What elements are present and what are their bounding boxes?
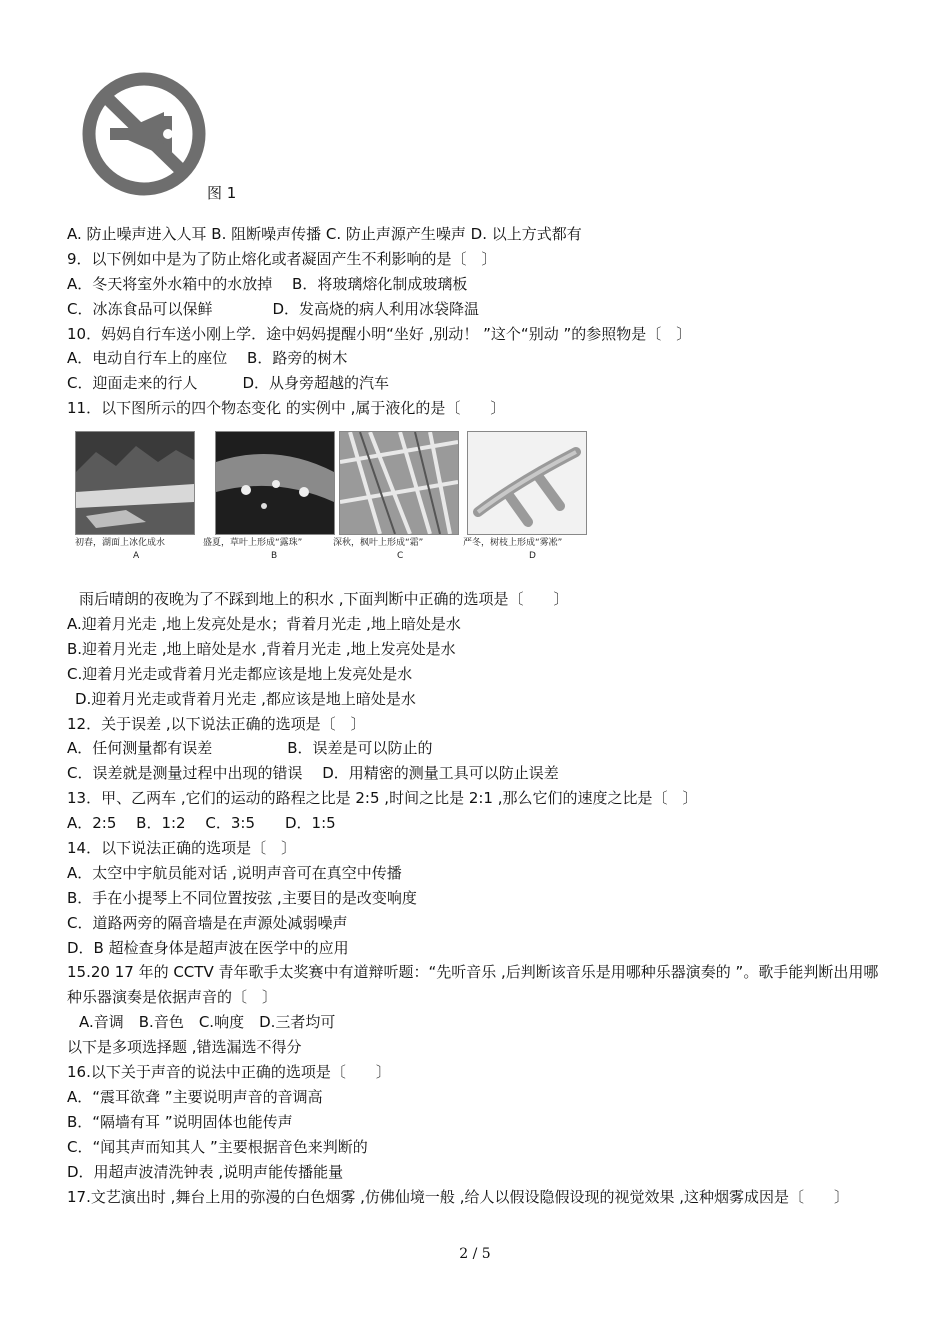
no-horn-sign-icon <box>80 72 208 196</box>
photo-label: 严冬，树枝上形成“雾凇” <box>463 538 563 549</box>
frost-leaf-photo <box>339 431 459 535</box>
question-12: 12．关于误差 ,以下说法正确的选项是〔 〕 <box>67 714 366 733</box>
question-moonlight: 雨后晴朗的夜晚为了不踩到地上的积水 ,下面判断中正确的选项是〔 〕 <box>79 590 569 609</box>
question-15: 15.20 17 年的 CCTV 青年歌手太奖赛中有道辩听题：“先听音乐 ,后判断该音乐是用哪种乐器演奏的 ”。歌手能判断出用哪种乐器演奏是依据声音的〔 〕 <box>67 963 879 1007</box>
text-line: A．任何测量都有误差 B．误差是可以防止的 <box>67 739 433 758</box>
text-line: C.迎着月光走或背着月光走都应该是地上发亮处是水 <box>67 664 413 683</box>
text-line: A．2:5 B．1:2 C．3:5 D．1:5 <box>67 814 336 833</box>
text-line: C．道路两旁的隔音墙是在声源处减弱噪声 <box>67 913 348 932</box>
text-line: A. 防止噪声进入人耳 B. 阻断噪声传播 C. 防止声源产生噪声 D. 以上方式都有 <box>67 225 582 243</box>
text-line: D．B 超检查身体是超声波在医学中的应用 <box>67 938 349 957</box>
photo-letter: C <box>397 551 404 562</box>
text-line: B.迎着月光走 ,地上暗处是水 ,背着月光走 ,地上发亮处是水 <box>67 639 456 658</box>
photo-label: 深秋，枫叶上形成“霜” <box>333 538 424 549</box>
text-line: B．手在小提琴上不同位置按弦 ,主要目的是改变响度 <box>67 888 417 907</box>
text-line: C．误差就是测量过程中出现的错误 D．用精密的测量工具可以防止误差 <box>67 764 559 783</box>
text-line: A.迎着月光走 ,地上发亮处是水；背着月光走 ,地上暗处是水 <box>67 615 461 634</box>
text-line: C．“闻其声而知其人 ”主要根据音色来判断的 <box>67 1137 368 1156</box>
figure-1-caption: 图 1 <box>207 184 237 202</box>
question-text <box>67 222 887 1209</box>
question-13: 13．甲、乙两车 ,它们的运动的路程之比是 2:5 ,时间之比是 2:1 ,那么它们的速度之比是〔 〕 <box>67 789 698 808</box>
section-note: 以下是多项选择题 ,错选漏选不得分 <box>67 1038 302 1057</box>
dew-leaf-photo <box>215 431 335 535</box>
rime-branch-photo <box>467 431 587 535</box>
text-line: B．“隔墙有耳 ”说明固体也能传声 <box>67 1112 293 1131</box>
text-line: A．冬天将室外水箱中的水放掉 B．将玻璃熔化制成玻璃板 <box>67 274 468 293</box>
question-17: 17.文艺演出时 ,舞台上用的弥漫的白色烟雾 ,仿佛仙境一般 ,给人以假设隐假设现的视觉效果 ,这种烟雾成因是〔 〕 <box>67 1187 850 1206</box>
text-line: A．“震耳欲聋 ”主要说明声音的音调高 <box>67 1087 323 1106</box>
question-11: 11．以下图所示的四个物态变化 的实例中 ,属于液化的是〔 〕 <box>67 399 506 418</box>
photo-letter: D <box>529 551 536 562</box>
text-line: A．太空中宇航员能对话 ,说明声音可在真空中传播 <box>67 863 402 882</box>
text-line: C．迎面走来的行人 D．从身旁超越的汽车 <box>67 374 390 393</box>
question-9: 9．以下例如中是为了防止熔化或者凝固产生不利影响的是〔 〕 <box>67 249 497 268</box>
text-line: D.迎着月光走或背着月光走 ,都应该是地上暗处是水 <box>75 689 416 708</box>
photo-label: 盛夏，草叶上形成“露珠” <box>203 538 303 549</box>
text-line: A.音调 B.音色 C.响度 D.三者均可 <box>79 1013 336 1032</box>
photo-letter: B <box>271 551 278 562</box>
question-14: 14．以下说法正确的选项是〔 〕 <box>67 839 297 858</box>
text-line: A．电动自行车上的座位 B．路旁的树木 <box>67 349 348 368</box>
page-number: 2 / 5 <box>459 1246 491 1262</box>
question-16: 16.以下关于声音的说法中正确的选项是〔 〕 <box>67 1063 391 1082</box>
text-line: C．冰冻食品可以保鲜 D．发高烧的病人利用冰袋降温 <box>67 299 480 318</box>
question-10: 10．妈妈自行车送小刚上学．途中妈妈提醒小明“坐好 ,别动！ ”这个“别动 ”的参照物是〔 〕 <box>67 324 692 343</box>
ice-melting-photo <box>75 431 195 535</box>
photo-letter: A <box>133 551 140 562</box>
photo-label: 初春，湖面上冰化成水 <box>75 538 166 549</box>
phase-change-photos <box>75 425 595 583</box>
text-line: D．用超声波清洗钟表 ,说明声能传播能量 <box>67 1162 344 1181</box>
